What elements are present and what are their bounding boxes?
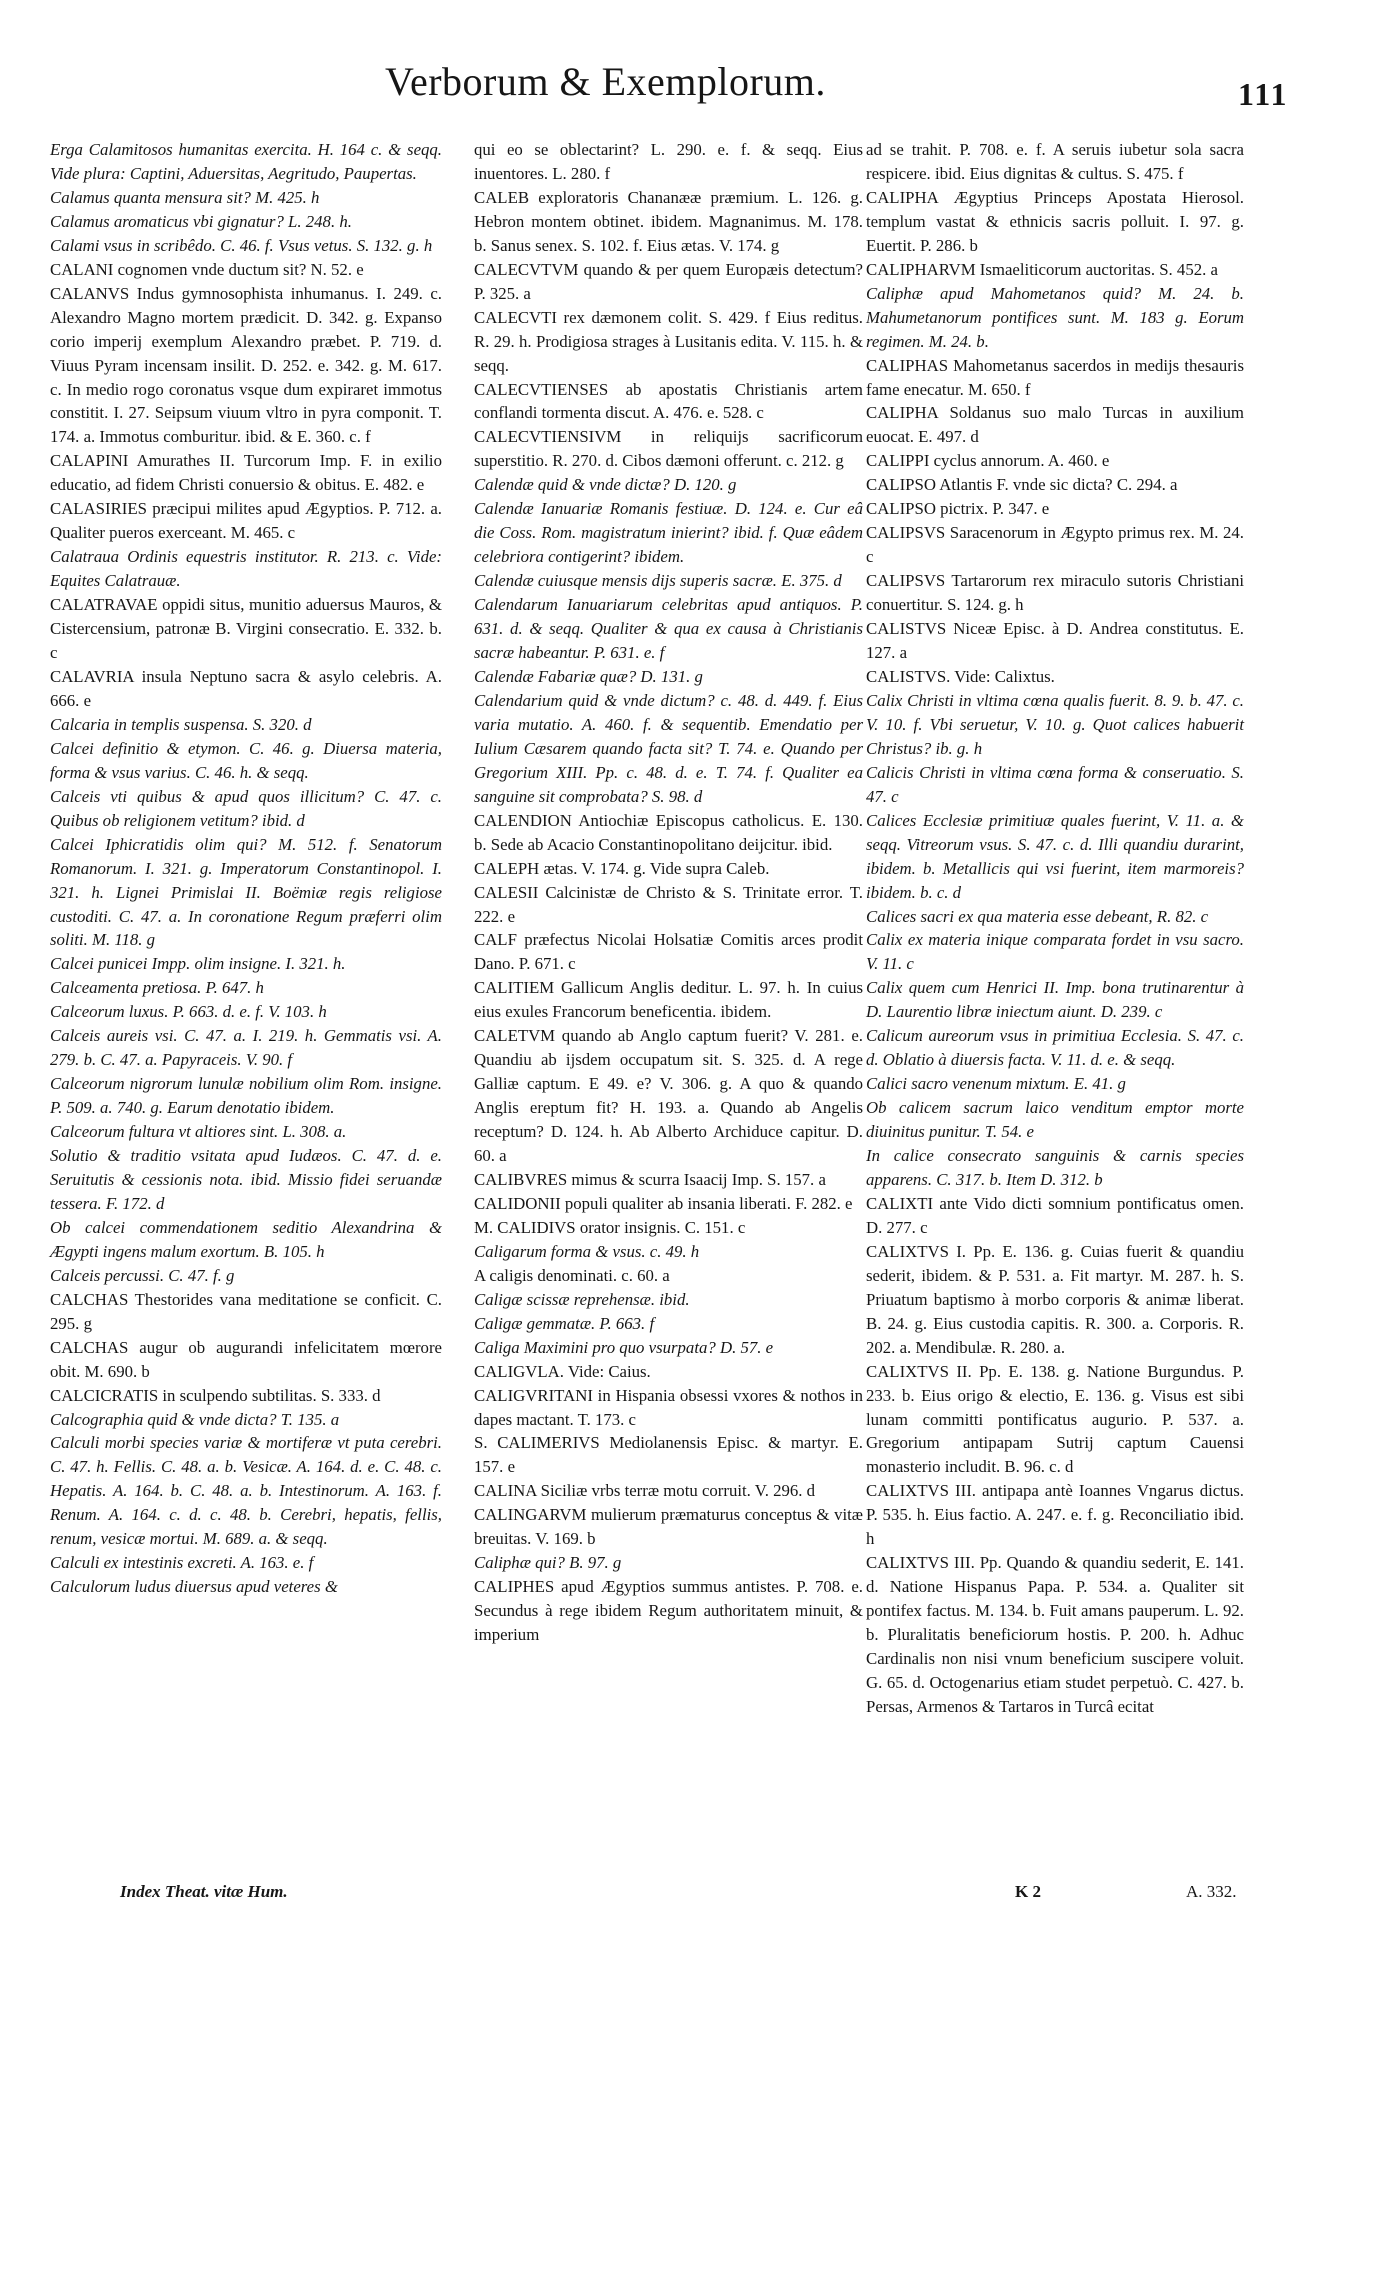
index-entry: Calix ex materia inique comparata fordet in vsu sacro. V. 11. c [866,930,1244,974]
index-entry: Caliphæ apud Mahometanos quid? M. 24. b. Mahumetanorum pontifices sunt. M. 183 g. Eorum regimen. M. 24. b. [866,283,1244,351]
index-entry: CALIXTVS I. Pp. E. 136. g. Cuias fuerit & quandiu sederit, ibidem. & P. 531. a. Fit martyr. M. 287. h. S. Priuatum baptismo à morbo corporis & animæ liberat. B. 24. g. Eius custodia capitis. R. 300. a. Corporis. R. 202. a. Mendibulæ. R. 280. a. [866,1241,1244,1357]
index-entry: CALIPHA Soldanus suo malo Turcas in auxilium euocat. E. 497. d [866,403,1244,447]
index-entry: Calices Ecclesiæ primitiuæ quales fuerint, V. 11. a. & seqq. Vitreorum vsus. S. 47. c. d. Illi quandiu durarint, ibidem. b. Metallicis qui vsi fuerint, item marmoreis? ibidem. b. c. d [866,810,1244,902]
index-entry: CALASIRIES præcipui milites apud Ægyptios. P. 712. a. Qualiter pueros exerceant. M. 465. c [50,499,442,543]
index-entry: CALIPSVS Tartarorum rex miraculo sutoris Christiani conuertitur. S. 124. g. h [866,571,1244,615]
index-entry: CALIPSO Atlantis F. vnde sic dicta? C. 294. a [866,475,1178,495]
index-entry: Calami vsus in scribêdo. C. 46. f. Vsus vetus. S. 132. g. h [50,235,433,255]
index-entry: Ob calcei commendationem seditio Alexandrina & Ægypti ingens malum exortum. B. 105. h [50,1217,442,1261]
index-entry: CALIPHARVM Ismaeliticorum auctoritas. S. 452. a [866,259,1218,279]
index-entry: Calcei definitio & etymon. C. 46. g. Diuersa materia, forma & vsus varius. C. 46. h. & seqq. [50,738,442,782]
index-entry: CALINGARVM mulierum præmaturus conceptus & vitæ breuitas. V. 169. b [474,1505,863,1549]
index-entry: CALIGVRITANI in Hispania obsessi vxores & nothos in dapes mactant. T. 173. c [474,1385,863,1429]
index-entry: Caliga Maximini pro quo vsurpata? D. 57. e [474,1337,774,1357]
index-entry: Calix quem cum Henrici II. Imp. bona trutinarentur à D. Laurentio libræ iniectum aiunt. D. 239. c [866,978,1244,1022]
index-entry: Calicis Christi in vltima cœna forma & conseruatio. S. 47. c [866,762,1244,806]
index-entry: CALIDONII populi qualiter ab insania liberati. F. 282. e [474,1193,853,1213]
index-entry: Calceorum nigrorum lunulæ nobilium olim Rom. insigne. P. 509. a. 740. g. Earum denotatio ibidem. [50,1074,442,1118]
index-entry: CALIXTVS II. Pp. E. 138. g. Natione Burgundus. P. 233. b. Eius origo & electio, E. 136. g. Visus est sibi lunam committi pontificatus augurio. P. 537. a. Gregorium antipapam Sutrij captum Cauensi monasterio includit. B. 96. c. d [866,1361,1244,1477]
index-entry: CALITIEM Gallicum Anglis deditur. L. 97. h. In cuius eius exules Francorum beneficentia. ibidem. [474,978,863,1022]
middle-column [474,138,863,1647]
index-entry: CALCHAS augur ob augurandi infelicitatem mœrore obit. M. 690. b [50,1337,442,1381]
index-entry: M. CALIDIVS orator insignis. C. 151. c [474,1217,746,1237]
index-entry: CALAVRIA insula Neptuno sacra & asylo celebris. A. 666. e [50,666,442,710]
index-entry: Calatraua Ordinis equestris institutor. R. 213. c. Vide: Equites Calatrauæ. [50,547,442,591]
index-entry: Caligæ scissæ reprehensæ. ibid. [474,1289,690,1309]
index-entry: Solutio & traditio vsitata apud Iudæos. C. 47. d. e. Seruitutis & cessionis nota. ibid. Missio fidei seruandæ tessera. F. 172. d [50,1146,442,1213]
index-entry: CALIXTVS III. Pp. Quando & quandiu sederit, E. 141. d. Natione Hispanus Papa. P. 534. a. Qualiter sit pontifex factus. M. 134. b. Fuit amans pauperum. L. 92. b. Pluralitatis beneficiorum hostis. P. 200. h. Adhuc Cardinalis non nisi vnum beneficium suscipere voluit. G. 65. d. Octogenarius etiam studet perpetuò. C. 427. b. Persas, Armenos & Tartaros in Turcâ ecitat [866,1553,1244,1716]
index-entry: Calceis percussi. C. 47. f. g [50,1265,235,1285]
index-entry: CALIPHES apud Ægyptios summus antistes. P. 708. e. Secundus à rege ibidem Regum authoritatem minuit, & imperium [474,1577,863,1645]
index-entry: Calceis vti quibus & apud quos illicitum? C. 47. c. Quibus ob religionem vetitum? ibid. d [50,786,442,830]
index-entry: Calceis aureis vsi. C. 47. a. I. 219. h. Gemmatis vsi. A. 279. b. C. 47. a. Papyraceis. V. 90. f [50,1026,442,1070]
signature-mark: K 2 [1015,1882,1041,1901]
index-entry: Calculi morbi species variæ & mortiferæ vt puta cerebri. C. 47. h. Fellis. C. 48. a. b. Vesicæ. A. 164. d. e. C. 48. c. Hepatis. A. 164. b. C. 48. a. b. Intestinorum. A. 163. f. Renum. A. 164. c. d. c. 48. b. Cerebri, hepatis, fellis, renum, vesicæ mortui. M. 689. a. & seqq. [50,1433,442,1549]
index-entry: A caligis denominati. c. 60. a [474,1265,670,1285]
index-entry: Calices sacri ex qua materia esse debeant, R. 82. c [866,906,1209,926]
index-entry: Calicum aureorum vsus in primitiua Ecclesia. S. 47. c. d. Oblatio à diuersis facta. V. 11. d. e. & seqq. [866,1026,1244,1070]
index-entry: qui eo se oblectarint? L. 290. e. f. & seqq. Eius inuentores. L. 280. f [474,140,863,183]
index-entry: Calcei punicei Impp. olim insigne. I. 321. h. [50,954,346,974]
index-entry: Calendæ cuiusque mensis dijs superis sacræ. E. 375. d [474,571,842,591]
index-entry: CALIGVLA. Vide: Caius. [474,1361,651,1381]
right-column [866,138,1244,1719]
index-entry: Calendarium quid & vnde dictum? c. 48. d. 449. f. Eius varia mutatio. A. 460. f. & sequentib. Emendatio per Iulium Cæsarem quando facta sit? T. 74. e. Quando per Gregorium XIII. Pp. c. 48. d. e. T. 74. f. Qualiter ea sanguine sit comprobata? S. 98. d [474,690,863,806]
footer-running-title: Index Theat. vitæ Hum. [120,1882,288,1901]
index-entry: Calamus aromaticus vbi gignatur? L. 248. h. [50,211,352,231]
index-entry: Calcei Iphicratidis olim qui? M. 512. f. Senatorum Romanorum. I. 321. g. Imperatorum Constantinopol. I. 321. h. Lignei Primislai II. Boëmiæ regis religiose custoditi. C. 47. a. In coronatione Regum præferri olim soliti. M. 118. g [50,834,442,950]
index-entry: S. CALIMERIVS Mediolanensis Episc. & martyr. E. 157. e [474,1433,863,1477]
index-entry: CALECVTIENSES ab apostatis Christianis artem conflandi tormenta discut. A. 476. e. 528. c [474,379,863,423]
index-entry: CALISTVS Niceæ Episc. à D. Andrea constitutus. E. 127. a [866,619,1244,663]
index-entry: CALECVTI rex dæmonem colit. S. 429. f Eius reditus. R. 29. h. Prodigiosa strages à Lusitanis edita. V. 115. h. & seqq. [474,307,863,375]
index-entry: Calamus quanta mensura sit? M. 425. h [50,187,320,207]
index-entry: Caligarum forma & vsus. c. 49. h [474,1241,700,1261]
index-entry: Calendæ quid & vnde dictæ? D. 120. g [474,475,737,495]
index-entry: Erga Calamitosos humanitas exercita. H. 164 c. & seqq. Vide plura: Captini, Aduersitas, Aegritudo, Paupertas. [50,140,442,183]
index-entry: CALENDION Antiochiæ Episcopus catholicus. E. 130. b. Sede ab Acacio Constantinopolitano deijcitur. ibid. [474,810,863,854]
index-entry: Ob calicem sacrum laico venditum emptor morte diuinitus punitur. T. 54. e [866,1098,1244,1142]
index-entry: CALATRAVAE oppidi situs, munitio aduersus Mauros, & Cistercensium, patronæ B. Virgini consecratio. E. 332. b. c [50,595,442,663]
index-entry: Calceorum luxus. P. 663. d. e. f. V. 103. h [50,1002,327,1022]
running-header-title: Verborum & Exemplorum. [385,59,826,104]
index-entry: CALISTVS. Vide: Calixtus. [866,666,1055,686]
index-entry: CALIBVRES mimus & scurra Isaacij Imp. S. 157. a [474,1169,826,1189]
page-number: 111 [1238,76,1289,112]
index-entry: CALEB exploratoris Chananææ præmium. L. 126. g. Hebron montem obtinet. ibidem. Magnanimus. M. 178. b. Sanus senex. S. 102. f. Eius ætas. V. 174. g [474,187,863,255]
index-entry: CALIXTVS III. antipapa antè Ioannes Vngarus dictus. P. 535. h. Eius factio. A. 247. e. f. g. Reconciliatio ibid. h [866,1481,1244,1549]
index-entry: CALIXTI ante Vido dicti somnium pontificatus omen. D. 277. c [866,1193,1244,1237]
index-entry: CALIPHAS Mahometanus sacerdos in medijs thesauris fame enecatur. M. 650. f [866,355,1244,399]
index-entry: Calendæ Fabariæ quæ? D. 131. g [474,666,703,686]
index-entry: CALIPPI cyclus annorum. A. 460. e [866,451,1110,471]
index-entry: CALECVTVM quando & per quem Europæis detectum? P. 325. a [474,259,863,303]
index-entry: CALECVTIENSIVM in reliquijs sacrificorum superstitio. R. 270. d. Cibos dæmoni offerunt. c. 212. g [474,427,863,471]
index-entry: CALIPSO pictrix. P. 347. e [866,499,1050,519]
index-entry: Caliphæ qui? B. 97. g [474,1553,622,1573]
index-entry: Calculi ex intestinis excreti. A. 163. e. f [50,1553,314,1573]
index-entry: CALF præfectus Nicolai Holsatiæ Comitis arces prodit Dano. P. 671. c [474,930,863,974]
index-entry: Calix Christi in vltima cœna qualis fuerit. 8. 9. b. 47. c. V. 10. f. Vbi seruetur, V. 10. g. Quot calices habuerit Christus? ib. g. h [866,690,1244,758]
catchword: A. 332. [1186,1882,1237,1901]
index-entry: CALESII Calcinistæ de Christo & S. Trinitate error. T. 222. e [474,882,863,926]
index-entry: CALEPH ætas. V. 174. g. Vide supra Caleb. [474,858,770,878]
index-entry: Caligæ gemmatæ. P. 663. f [474,1313,655,1333]
index-entry: Calendæ Ianuariæ Romanis festiuæ. D. 124. e. Cur eâ die Coss. Rom. magistratum inierint? ibid. f. Quæ eâdem celebriora contigerint? ibidem. [474,499,863,567]
index-entry: Calculorum ludus diuersus apud veteres & [50,1577,338,1597]
index-entry: ad se trahit. P. 708. e. f. A seruis iubetur sola sacra respicere. ibid. Eius dignitas & cultus. S. 475. f [866,140,1244,183]
index-entry: CALIPHA Ægyptius Princeps Apostata Hierosol. templum vastat & ethnicis sacris polluit. I. 97. g. Euertit. P. 286. b [866,187,1244,255]
index-entry: Calceorum fultura vt altiores sint. L. 308. a. [50,1122,347,1142]
index-entry: Calici sacro venenum mixtum. E. 41. g [866,1074,1126,1094]
left-column [50,138,442,1599]
index-entry: CALANVS Indus gymnosophista inhumanus. I. 249. c. Alexandro Magno mortem prædicit. D. 342. g. Expanso corio imperij exemplum Alexandro præbet. P. 719. d. Viuus Pyram incensam insilit. D. 252. e. 342. g. M. 617. c. In medio rogo coronatus vsque dum expiraret immotus constitit. I. 27. Seipsum viuum vltro in pyra componit. T. 174. a. Immotus comburitur. ibid. & E. 360. c. f [50,283,442,447]
index-entry: CALIPSVS Saracenorum in Ægypto primus rex. M. 24. c [866,523,1244,567]
index-entry: Calceamenta pretiosa. P. 647. h [50,978,264,998]
index-entry: Calcaria in templis suspensa. S. 320. d [50,714,312,734]
index-entry: CALCHAS Thestorides vana meditatione se conficit. C. 295. g [50,1289,442,1333]
index-entry: CALCICRATIS in sculpendo subtilitas. S. 333. d [50,1385,381,1405]
index-entry: In calice consecrato sanguinis & carnis species apparens. C. 317. b. Item D. 312. b [866,1146,1244,1189]
index-entry: Calendarum Ianuariarum celebritas apud antiquos. P. 631. d. & seqq. Qualiter & qua ex causa à Christianis sacræ habeantur. P. 631. e. f [474,595,863,663]
index-entry: CALETVM quando ab Anglo captum fuerit? V. 281. e. Quandiu ab ijsdem occupatum sit. S. 325. d. A rege Galliæ captum. E 49. e? V. 306. g. A quo & quando Anglis ereptum fit? H. 193. a. Quando ab Angelis receptum? D. 124. h. Ab Alberto Archiduce capitur. D. 60. a [474,1026,863,1166]
index-entry: CALINA Siciliæ vrbs terræ motu corruit. V. 296. d [474,1481,816,1501]
index-entry: CALAPINI Amurathes II. Turcorum Imp. F. in exilio educatio, ad fidem Christi conuersio & obitus. E. 482. e [50,451,442,495]
index-entry: CALANI cognomen vnde ductum sit? N. 52. e [50,259,364,279]
index-entry: Calcographia quid & vnde dicta? T. 135. a [50,1409,340,1429]
